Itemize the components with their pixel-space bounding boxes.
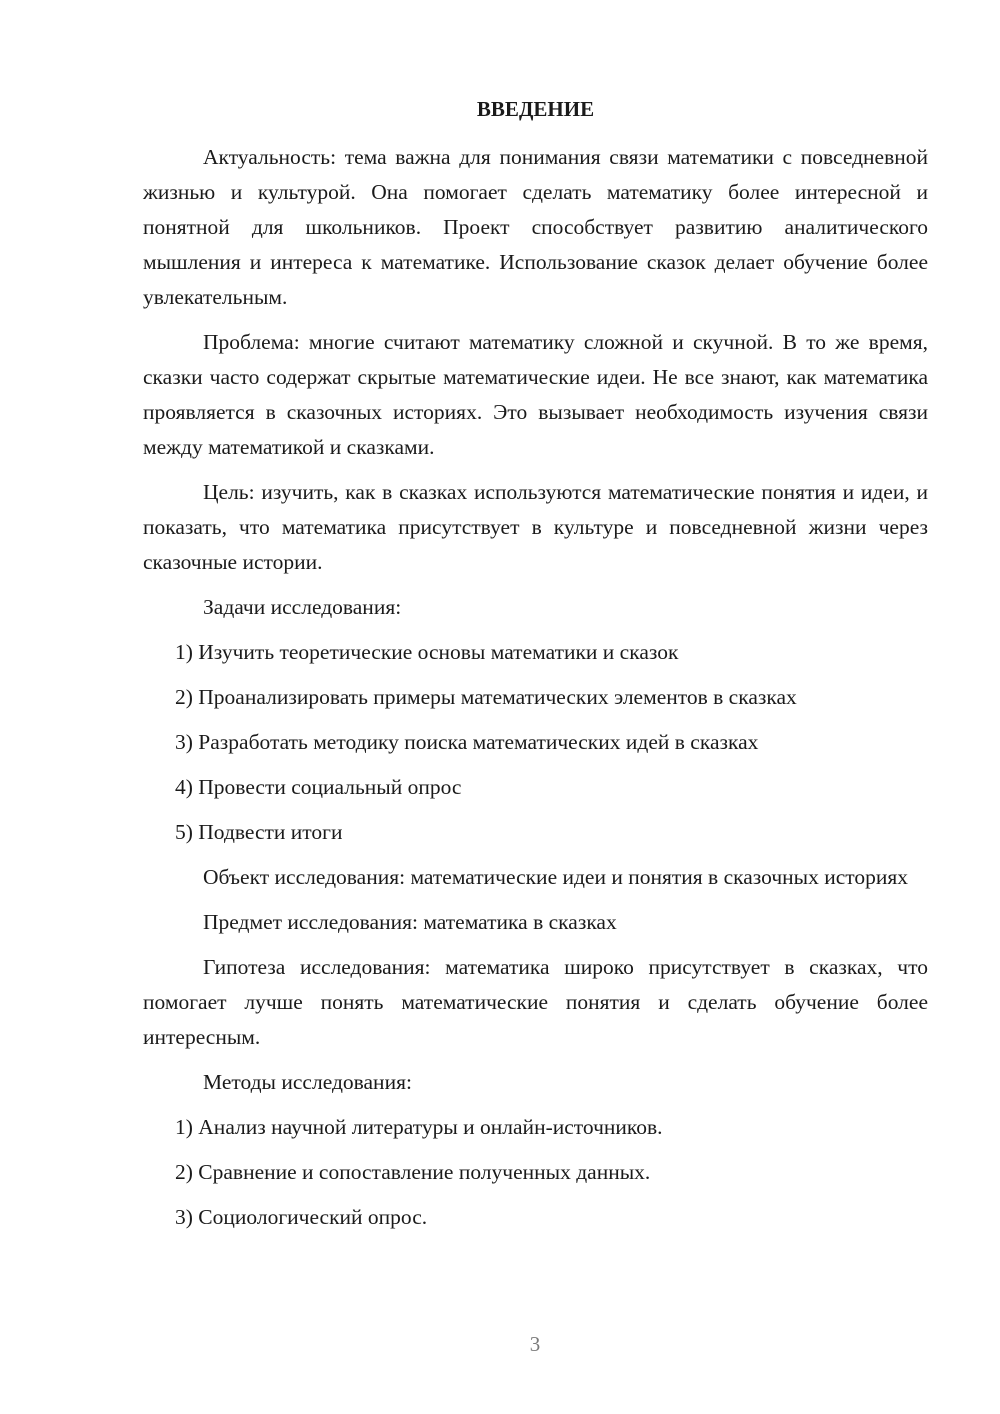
page-number: 3 — [529, 1332, 541, 1356]
goal-paragraph: Цель: изучить, как в сказках используются математические понятия и идеи, и показать, что математика присутствует в культуре и повседневной жизни через сказочные истории. — [143, 480, 928, 574]
methods-heading: Методы исследования: — [203, 1070, 412, 1094]
relevance-paragraph: Актуальность: тема важна для понимания связи математики с повседневной жизнью и культурой. Она помогает сделать математику более интересной и понятной для школьников. Проект способствует развитию аналитического мышления и интереса к математике. Использование сказок делает обучение более увлекательным. — [143, 145, 928, 309]
object-paragraph: Объект исследования: математические идеи и понятия в сказочных историях — [203, 865, 909, 889]
list-item: 4) Провести социальный опрос — [175, 775, 462, 799]
subject-paragraph: Предмет исследования: математика в сказках — [203, 910, 617, 934]
problem-paragraph: Проблема: многие считают математику сложной и скучной. В то же время, сказки часто содержат скрытые математические идеи. Не все знают, как математика проявляется в сказочных историях. Это вызывает необходимость изучения связи между математикой и сказками. — [143, 330, 928, 459]
list-item: 3) Социологический опрос. — [175, 1205, 428, 1229]
methods-list — [143, 1110, 928, 1235]
list-item: 2) Проанализировать примеры математических элементов в сказках — [175, 685, 797, 709]
document-page — [143, 92, 928, 1245]
list-item: 5) Подвести итоги — [175, 820, 343, 844]
tasks-list — [143, 635, 928, 850]
list-item: 3) Разработать методику поиска математических идей в сказках — [175, 730, 759, 754]
list-item: 2) Сравнение и сопоставление полученных данных. — [175, 1160, 651, 1184]
section-title: ВВЕДЕНИЕ — [476, 97, 595, 121]
list-item: 1) Изучить теоретические основы математики и сказок — [175, 640, 679, 664]
hypothesis-paragraph: Гипотеза исследования: математика широко присутствует в сказках, что помогает лучше понять математические понятия и сделать обучение более интересным. — [143, 955, 928, 1049]
list-item: 1) Анализ научной литературы и онлайн-источников. — [175, 1115, 663, 1139]
tasks-heading: Задачи исследования: — [203, 595, 402, 619]
